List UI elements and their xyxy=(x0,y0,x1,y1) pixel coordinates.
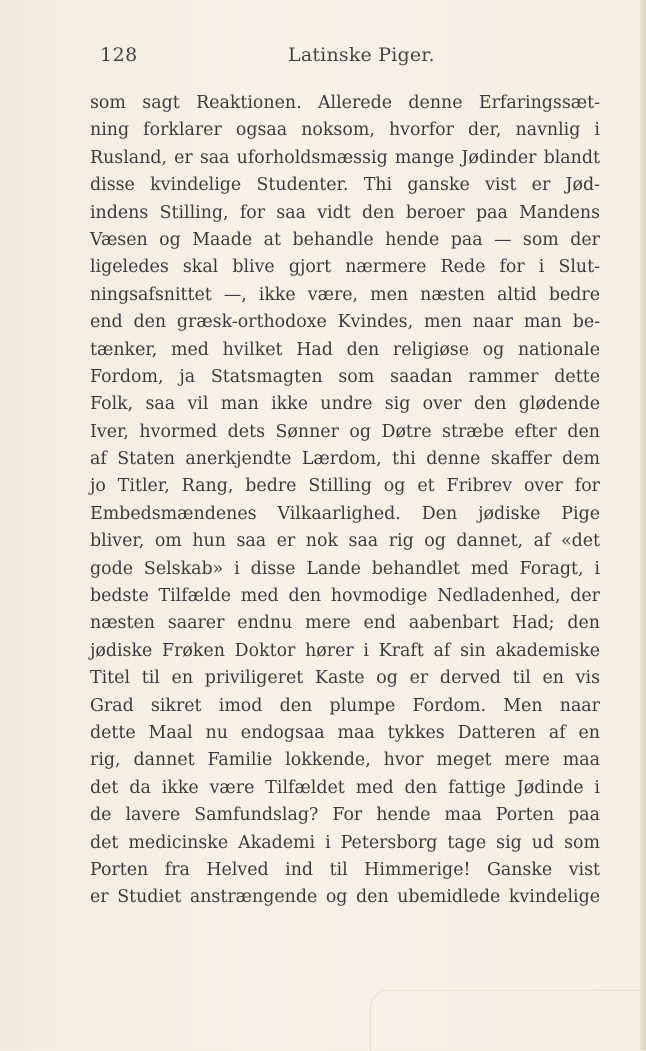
running-title: Latinske Piger. xyxy=(288,44,435,66)
text-line: det da ikke være Tilfældet med den fattige Jødinde i xyxy=(90,777,600,798)
page-header xyxy=(100,44,600,76)
text-line: bedste Tilfælde med den hovmodige Nedladenhed, der xyxy=(90,586,600,607)
text-line: Grad sikret imod den plumpe Fordom. Men naar xyxy=(90,695,600,716)
text-line: jo Titler, Rang, bedre Stilling og et Fribrev over for xyxy=(90,476,600,497)
text-line: ning forklarer ogsaa noksom, hvorfor der, navnlig i xyxy=(90,120,600,141)
text-line: Fordom, ja Statsmagten som saadan rammer dette xyxy=(90,366,600,387)
text-line: tænker, med hvilket Had den religiøse og nationale xyxy=(90,339,600,360)
text-line: Folk, saa vil man ikke undre sig over den glødende xyxy=(90,394,600,415)
text-line: indens Stilling, for saa vidt den beroer paa Mandens xyxy=(90,202,600,223)
text-line: end den græsk-orthodoxe Kvindes, men naar man be- xyxy=(90,312,600,333)
text-line: Porten fra Helved ind til Himmerige! Ganske vist xyxy=(90,859,600,880)
text-line: Rusland, er saa uforholdsmæssig mange Jødinder blandt xyxy=(90,147,600,168)
text-line: gode Selskab» i disse Lande behandlet med Foragt, i xyxy=(90,558,600,579)
text-line: disse kvindelige Studenter. Thi ganske vist er Jød- xyxy=(90,175,600,196)
text-line: som sagt Reaktionen. Allerede denne Erfaringssæt- xyxy=(90,93,600,113)
text-line: bliver, om hun saa er nok saa rig og dannet, af «det xyxy=(90,531,600,552)
page-fold-mark xyxy=(370,990,641,1051)
text-line: ligeledes skal blive gjort nærmere Rede for i Slut- xyxy=(90,257,600,278)
text-line: Titel til en priviligeret Kaste og er derved til en vis xyxy=(90,668,600,689)
text-line: er Studiet anstrængende og den ubemidlede kvindelige xyxy=(90,887,600,908)
text-line: ningsafsnittet —, ikke være, men næsten altid bedre xyxy=(90,284,600,305)
text-line: de lavere Samfundslag? For hende maa Porten paa xyxy=(90,805,600,826)
text-line: jødiske Frøken Doktor hører i Kraft af sin akademiske xyxy=(90,640,600,661)
text-line: Iver, hvormed dets Sønner og Døtre stræbe efter den xyxy=(90,421,600,442)
text-line: af Staten anerkjendte Lærdom, thi denne skaffer dem xyxy=(90,449,600,470)
page-edge-shadow xyxy=(640,0,646,1050)
text-line: næsten saarer endnu mere end aabenbart Had; den xyxy=(90,613,600,634)
text-line: dette Maal nu endogsaa maa tykkes Datteren af en xyxy=(90,722,600,743)
page-number: 128 xyxy=(100,44,138,66)
text-line: det medicinske Akademi i Petersborg tage sig ud som xyxy=(90,832,600,853)
text-line: rig, dannet Familie lokkende, hvor meget mere maa xyxy=(90,750,600,771)
text-line: Embedsmændenes Vilkaarlighed. Den jødiske Pige xyxy=(90,503,600,524)
text-line: Væsen og Maade at behandle hende paa — som der xyxy=(90,229,600,250)
body-text xyxy=(90,90,600,912)
